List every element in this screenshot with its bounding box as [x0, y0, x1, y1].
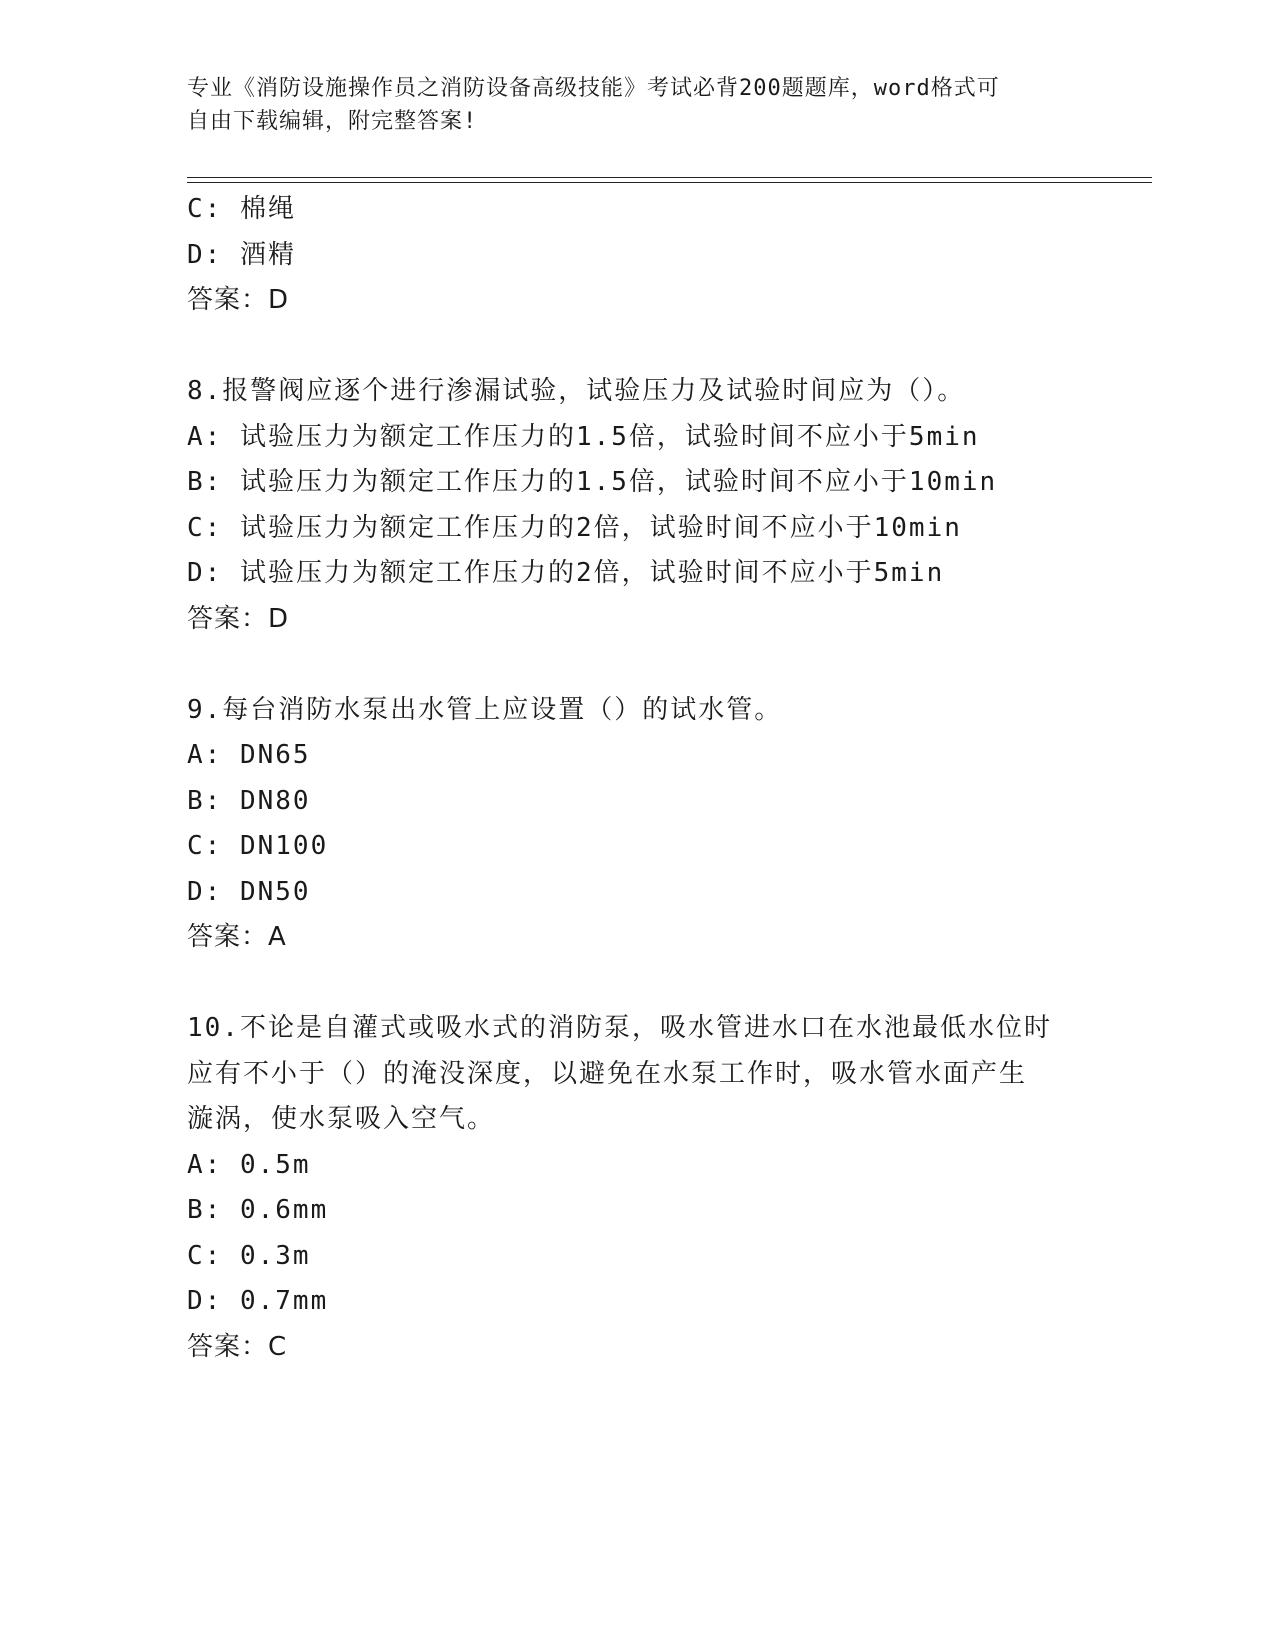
- option-c: C: 0.3m: [187, 1240, 311, 1271]
- option-c: C: 棉绳: [187, 194, 296, 224]
- answer-line: 答案：D: [187, 603, 290, 634]
- option-c: C: DN100: [187, 831, 329, 861]
- option-a: A: 0.5m: [187, 1149, 311, 1180]
- header-line-1: 专业《消防设施操作员之消防设备高级技能》考试必背200题题库，word格式可: [187, 76, 1000, 101]
- question-7-tail: [187, 187, 1087, 324]
- answer-line: 答案：C: [187, 1331, 288, 1362]
- option-d: D: DN50: [187, 876, 311, 907]
- question-8: [187, 369, 1087, 642]
- question-9: [187, 688, 1087, 961]
- spacer: [187, 642, 1087, 688]
- question-text: 9.每台消防水泵出水管上应设置（）的试水管。: [187, 694, 783, 725]
- spacer: [187, 961, 1087, 1007]
- document-body: [187, 187, 1087, 1370]
- question-10: [187, 1006, 1087, 1370]
- option-b: B: 试验压力为额定工作压力的1.5倍，试验时间不应小于10min: [187, 467, 998, 497]
- header-line-2: 自由下载编辑，附完整答案!: [187, 109, 478, 134]
- header-divider-top: [187, 177, 1152, 178]
- option-d: D: 0.7mm: [187, 1286, 329, 1316]
- header-divider-bottom: [187, 182, 1152, 183]
- spacer: [187, 324, 1087, 370]
- option-b: B: 0.6mm: [187, 1195, 329, 1225]
- option-a: A: DN65: [187, 740, 311, 770]
- option-d: D: 试验压力为额定工作压力的2倍，试验时间不应小于5min: [187, 558, 945, 588]
- option-c: C: 试验压力为额定工作压力的2倍，试验时间不应小于10min: [187, 512, 962, 543]
- document-header: [187, 72, 1067, 138]
- question-text: 8.报警阀应逐个进行渗漏试验，试验压力及试验时间应为（）。: [187, 376, 966, 406]
- question-text-line-3: 漩涡，使水泵吸入空气。: [187, 1104, 496, 1134]
- option-a: A: 试验压力为额定工作压力的1.5倍，试验时间不应小于5min: [187, 421, 980, 452]
- answer-line: 答案：A: [187, 922, 287, 952]
- answer-line: 答案：D: [187, 285, 290, 315]
- option-b: B: DN80: [187, 785, 311, 816]
- question-text-line-2: 应有不小于（）的淹没深度，以避免在水泵工作时，吸水管水面产生: [187, 1058, 1028, 1089]
- question-text-line-1: 10.不论是自灌式或吸水式的消防泵，吸水管进水口在水池最低水位时: [187, 1013, 1052, 1043]
- option-d: D: 酒精: [187, 239, 296, 270]
